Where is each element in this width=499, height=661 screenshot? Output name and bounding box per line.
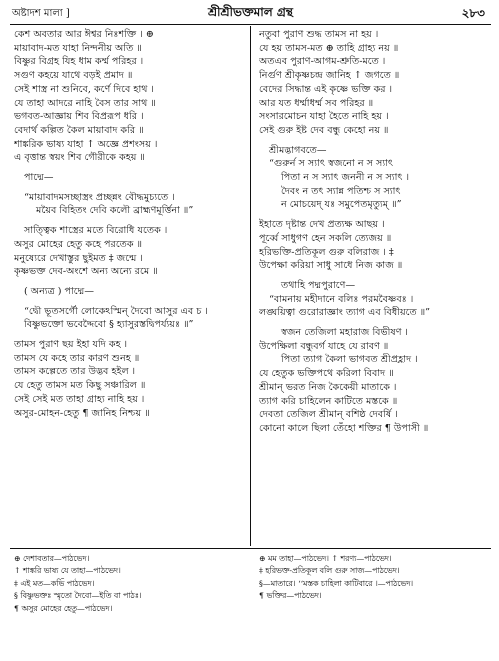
verse-line: উপেক্ষিলা বন্ধুবর্গ যাহে যে রাবণ ॥	[259, 340, 389, 352]
verse-line: আর যত ধর্ম্মাধর্ম্ম সব পরিহর ॥	[259, 97, 374, 109]
verse-line: ইহাতে দৃষ্টান্ত দেখ প্রত্যক্ষ আছয় ।	[259, 219, 385, 231]
verse-line: বেদার্থ কল্পিত কৈল মায়াবাদ করি ॥	[14, 124, 144, 136]
footnote: ⊕ মম তাহা—পাঠভেদ। ↑ শরণ্য—পাঠভেদ।	[259, 554, 392, 563]
verse-line: সেই গুরু ইষ্ট দেব বন্ধু কেহো নয় ॥	[259, 124, 389, 136]
footnotes-right	[259, 553, 489, 603]
footnote: ¶ অসুর মোহের হেতু—পাঠভেদ।	[14, 603, 113, 613]
verse-line: বিষ্ণুর বিগ্রহ যিহ ধাম কর্ম্ম পরিহর ।	[14, 56, 144, 68]
verse-line: “দ্বৌ ভূতসর্গৌ লোকেঽস্মিন্‌ দৈবো আসুর এব চ ।	[24, 305, 208, 317]
verse-line: অসুর মোহের হেতু কহে পরতেক ॥	[14, 238, 143, 250]
verse-line: যে হয় তামস-মত ⊕ তাহি গ্রাহ্য নয় ॥	[259, 42, 399, 54]
verse-line: সেই শাস্ত্র না শুনিবে, কর্ণে দিবে হাথ ।	[14, 83, 154, 95]
verse-line: শ্রীমান্ ভরত নিজ কৈকেয়ী মাতাকে ।	[259, 381, 397, 393]
column-divider	[250, 26, 251, 546]
footnote: ‡ হরিভক্ত-প্রতিকূল বলি গুরু সাজ—পাঠভেদ।	[259, 566, 400, 576]
verse-line: “বামনায় মহীদানে বলিঃ পরমবৈষ্ণবঃ ।	[269, 293, 414, 305]
verse-line: মায়াবাদ-মত যাহা নিন্দনীয় অতি ॥	[14, 42, 142, 54]
verse-line: তামস যে কহে তার কারণ শুনহ ॥	[14, 352, 140, 364]
footnote-rule	[10, 548, 491, 549]
verse-line: শ্রীমদ্ভাগবতে—	[269, 144, 327, 156]
verse-line: নতুবা পুরাণ শুদ্ধ তামস না হয় ।	[259, 29, 379, 40]
left-column	[14, 28, 242, 420]
verse-line: সাত্ত্বিক শাস্ত্রের মতে বিরোধি যতেক ।	[24, 225, 168, 237]
footnote: ⊕ দেশাবতার—পাঠভেদ।	[14, 554, 90, 563]
verse-line: হরিভক্তি-প্রতিকূল গুরু বলিরাজ । ‡	[259, 246, 394, 258]
footnote: ↑ শাঙ্করি ভাষ্য যে তাহা—পাঠভেদ।	[14, 566, 121, 576]
page-header	[12, 4, 489, 24]
verse-line: পাদ্মে—	[24, 172, 54, 184]
page-title: শ্রীশ্রীভক্তমাল গ্রন্থ	[208, 5, 293, 19]
verse-line: লঙ্ঘয়িত্বা গুরোরাজ্ঞাং ত্যাগ এব বিধীয়তে ॥”	[259, 307, 431, 319]
verse-line: সেই সেই মত তাহা গ্রাহ্য নাহি হয় ।	[14, 393, 145, 405]
verse-line: শাঙ্করিক ভাষ্য যাহা ↑ অজ্ঞে প্রশংসয় ।	[14, 138, 158, 150]
verse-line: নির্গুণ শ্রীকৃষ্ণচন্দ্র জানিহ ↑ জগতে ॥	[259, 70, 400, 82]
verse-line: সগুণ কহয়ে যাথে বড়ই প্রমাদ ॥	[14, 70, 133, 82]
verse-line: “গুরুর্ন স স্যাৎ স্বজনো ন স স্যাৎ	[269, 158, 394, 170]
right-column	[259, 28, 491, 436]
verse-line: পিতা ন স স্যাৎ জননী ন স স্যাৎ ।	[281, 172, 410, 184]
verse-line: ময়ৈব বিহিতং দেবি কলৌ ব্রাহ্মণমূর্ত্তিনা ॥”	[36, 205, 194, 217]
footnote: ‡ এই মত—কভিঁ পাঠভেদ।	[14, 578, 95, 588]
footnote: §—মাতারে। ‘‘মস্তক চাহিলা কাটিবারে ।—পাঠভেদ।	[259, 578, 414, 588]
verse-line: যে হেতুক ভক্তিপথে করিলা বিবাদ ॥	[259, 368, 394, 380]
verse-line: ত্যাগ করি চাহিলেন কাটিতে মস্তকে ॥	[259, 395, 398, 407]
verse-line: উপেক্ষা করিয়া সাধু সাধে নিজ কাজ ॥	[259, 260, 403, 272]
footnotes-left	[14, 553, 244, 615]
verse-line: কৃষ্ণভক্ত দেব-অংশে অন্য অন্যে রমে ॥	[14, 266, 158, 278]
verse-line: দেবতা তেজিল শ্রীমান্ বশিষ্ঠ দেবর্ষি ।	[259, 409, 398, 421]
verse-line: অতএব পুরাণ-আগম-শ্রুতি-মতে ।	[259, 56, 386, 68]
verse-line: ন মোচয়েদ্ যঃ সমুপেতমৃত্যুম্ ॥”	[281, 199, 402, 211]
verse-line: তামস কল্পেতে তার উদ্ভব হইল ।	[14, 366, 136, 378]
verse-line: অসুর-মোহন-হেতু ¶ জানিহ নিশ্চয় ॥	[14, 407, 150, 419]
verse-line: সংসারমোচন যাহা হৈতে নাহি হয় ।	[259, 111, 389, 123]
running-head: অষ্টাদশ মালা ]	[12, 8, 70, 19]
verse-line: ভগবত-আজ্ঞায় শিব বিপ্ররূপ ধরি ।	[14, 111, 144, 123]
verse-line: কোনো কালে ছিলা তেঁহো শক্তির ¶ উপাসী ॥	[259, 422, 429, 434]
verse-line: কেশ অবতার আর ঈশ্বর নিঃশক্তি । ⊕	[14, 29, 154, 40]
verse-line: তথাহি পদ্মপুরাণে—	[281, 279, 356, 291]
header-rule	[10, 24, 491, 25]
verse-line: বেদের সিদ্ধান্ত এই কৃষ্ণে ভক্তি কর ।	[259, 83, 393, 95]
verse-line: বিষ্ণুভক্তো ভবেদ্দৈবো § হ্যাসুরস্তদ্বিপর্য্যয়ঃ ॥”	[24, 319, 194, 331]
footnote: ¶ ভক্তির—পাঠভেদ।	[259, 591, 322, 601]
verse-line: ( অন্যত্র ) পাদ্মে—	[24, 285, 94, 297]
verse-line: মনুষ্যেরে দেখাস্তুর ছুইমত ‡ জন্মে ।	[14, 252, 143, 264]
verse-line: পূর্ব্বে সাধুগণ হেন সকলি ত্যেজয় ॥	[259, 232, 392, 244]
footnote: § বিষ্ণুভক্তঃ স্মৃতো দৈবো—ইতি বা পাঠঃ।	[14, 591, 142, 601]
verse-line: যে হেতু তামস মত কিছু সঞ্চারিল ॥	[14, 380, 146, 392]
verse-line: “মায়াবাদমসচ্ছাস্ত্রং প্রচ্ছন্নং বৌদ্ধমুচ্যতে ।	[24, 191, 175, 203]
page-number: ২৮৩	[461, 6, 485, 20]
verse-line: যে তাহা আদরে নাহি বৈস তার সাথ ॥	[14, 97, 156, 109]
verse-line: পিতা ত্যাগ কৈলা ভাগবত শ্রীপ্রহ্লাদ ।	[281, 354, 418, 366]
verse-line: স্বজন তেজিলা মহারাজ বিভীষণ ।	[281, 327, 408, 339]
verse-line: দৈবং ন তৎ স্যান্ন পতিশ্চ স স্যাৎ	[281, 185, 401, 197]
verse-line: এ বৃত্তান্ত স্বয়ং শিব গৌরীকে কহয় ॥	[14, 152, 145, 164]
verse-line: তামস পুরাণ ছয় ইহা যদি কহ ।	[14, 339, 128, 351]
